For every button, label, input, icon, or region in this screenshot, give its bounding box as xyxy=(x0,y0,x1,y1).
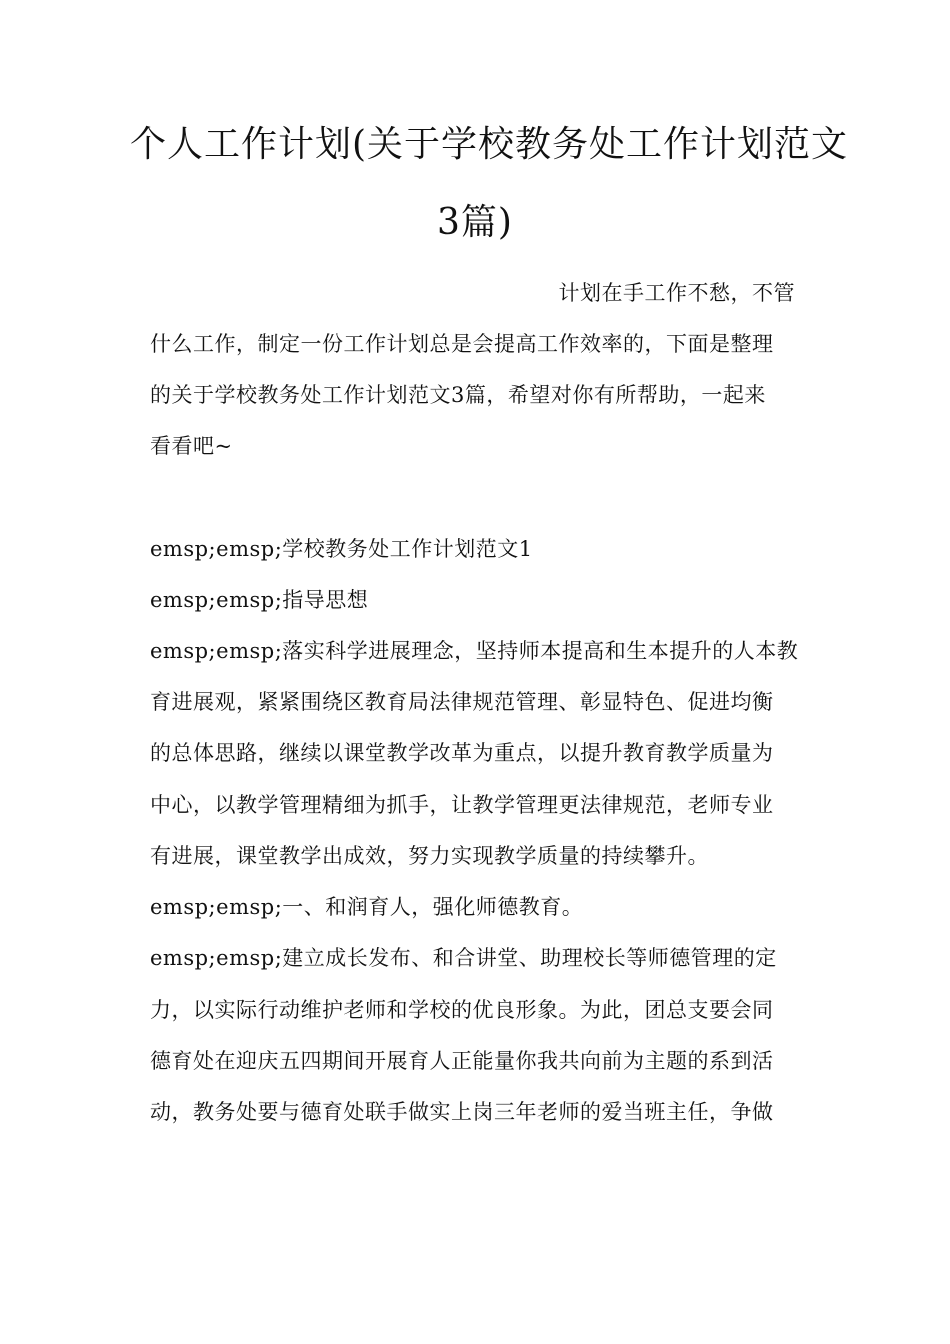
paragraph-line: 德育处在迎庆五四期间开展育人正能量你我共向前为主题的系到活 xyxy=(150,1049,774,1073)
subheading: emsp;emsp;指导思想 xyxy=(150,588,369,612)
paragraph-line: emsp;emsp;建立成长发布、和合讲堂、助理校长等师德管理的定 xyxy=(150,946,777,970)
subheading: emsp;emsp;一、和润育人，强化师德教育。 xyxy=(150,895,584,919)
intro-line: 的关于学校教务处工作计划范文3篇，希望对你有所帮助，一起来 xyxy=(150,383,766,407)
document-title-line-1: 个人工作计划(关于学校教务处工作计划范文 xyxy=(130,124,849,165)
section-heading: emsp;emsp;学校教务处工作计划范文1 xyxy=(150,537,533,561)
paragraph-line: 动，教务处要与德育处联手做实上岗三年老师的爱当班主任，争做 xyxy=(150,1100,774,1124)
paragraph-line: 育进展观，紧紧围绕区教育局法律规范管理、彰显特色、促进均衡 xyxy=(150,690,774,714)
intro-line: 看看吧~ xyxy=(150,434,233,458)
paragraph-line: emsp;emsp;落实科学进展理念，坚持师本提高和生本提升的人本教 xyxy=(150,639,799,663)
paragraph-line: 有进展，课堂教学出成效，努力实现教学质量的持续攀升。 xyxy=(150,844,709,868)
paragraph-line: 中心，以教学管理精细为抓手，让教学管理更法律规范，老师专业 xyxy=(150,793,774,817)
document-title-line-2: 3篇) xyxy=(437,202,513,243)
paragraph-line: 力，以实际行动维护老师和学校的优良形象。为此，团总支要会同 xyxy=(150,998,774,1022)
intro-line: 什么工作，制定一份工作计划总是会提高工作效率的，下面是整理 xyxy=(150,332,774,356)
paragraph-line: 的总体思路，继续以课堂教学改革为重点，以提升教育教学质量为 xyxy=(150,741,774,765)
intro-line: 计划在手工作不愁，不管 xyxy=(558,281,795,305)
